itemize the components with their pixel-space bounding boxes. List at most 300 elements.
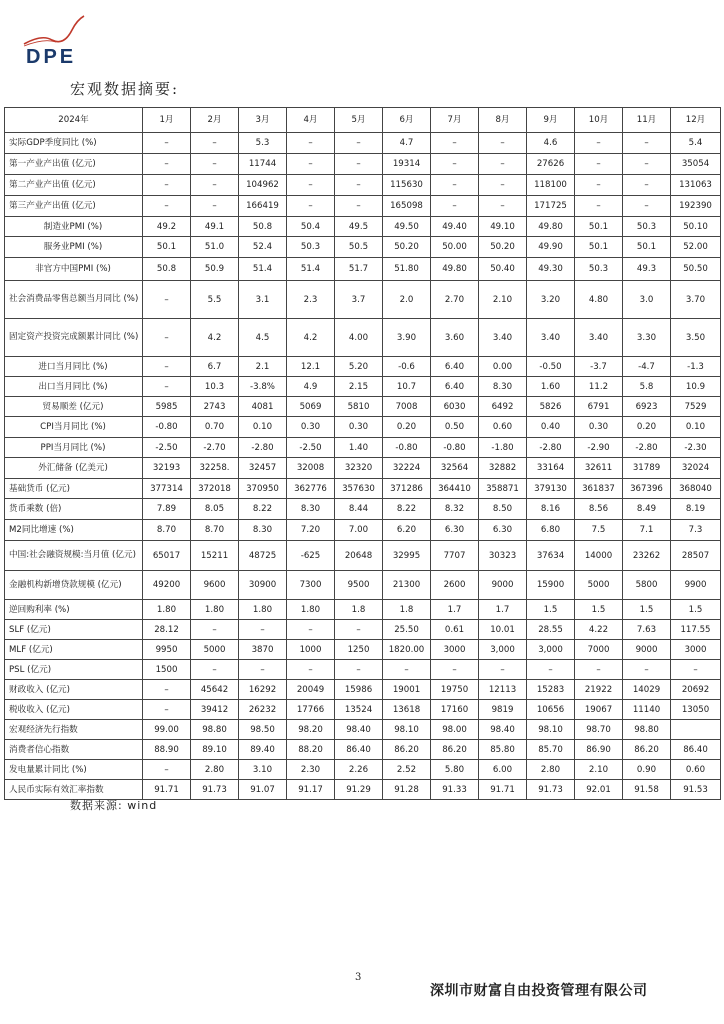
data-cell: – <box>623 175 671 196</box>
data-cell: 165098 <box>383 196 431 217</box>
data-cell: 362776 <box>287 479 335 499</box>
data-cell: 14000 <box>575 541 623 571</box>
data-cell: 49.80 <box>527 217 575 237</box>
data-cell: 2.15 <box>335 377 383 397</box>
data-cell: 19750 <box>431 680 479 700</box>
data-cell: 19067 <box>575 700 623 720</box>
data-cell: – <box>335 154 383 175</box>
data-cell: 4081 <box>239 397 287 417</box>
data-cell: 86.20 <box>383 740 431 760</box>
data-cell: 49.30 <box>527 258 575 281</box>
row-label: 固定资产投资完成额累计同比 (%) <box>5 319 143 357</box>
data-cell: 5000 <box>191 640 239 660</box>
data-cell: 32882 <box>479 458 527 479</box>
data-cell: 2.1 <box>239 357 287 377</box>
data-cell: -4.7 <box>623 357 671 377</box>
data-cell: 357630 <box>335 479 383 499</box>
data-cell: – <box>143 281 191 319</box>
data-cell: 3,000 <box>479 640 527 660</box>
data-cell: 6.40 <box>431 377 479 397</box>
data-cell: 13050 <box>671 700 721 720</box>
data-cell: 91.53 <box>671 780 721 800</box>
data-cell: 32024 <box>671 458 721 479</box>
data-cell: 86.40 <box>335 740 383 760</box>
data-cell: 5826 <box>527 397 575 417</box>
data-cell: 50.40 <box>479 258 527 281</box>
data-cell: 1500 <box>143 660 191 680</box>
data-cell: 50.1 <box>575 237 623 258</box>
data-cell: 26232 <box>239 700 287 720</box>
data-cell: 9819 <box>479 700 527 720</box>
data-cell: 6030 <box>431 397 479 417</box>
data-cell: 367396 <box>623 479 671 499</box>
company-name: 深圳市财富自由投资管理有限公司 <box>430 983 648 999</box>
table-row <box>5 620 721 640</box>
table-row <box>5 258 721 281</box>
data-source-note: 数据来源: wind <box>70 799 158 812</box>
data-cell: – <box>623 133 671 154</box>
data-cell: 1.7 <box>479 600 527 620</box>
month-header: 12月 <box>671 108 721 133</box>
table-row <box>5 154 721 175</box>
table-row <box>5 740 721 760</box>
data-cell: 39412 <box>191 700 239 720</box>
data-cell: 51.80 <box>383 258 431 281</box>
logo-text: DPE <box>26 46 77 68</box>
data-cell: 48725 <box>239 541 287 571</box>
data-cell: – <box>575 175 623 196</box>
month-header: 9月 <box>527 108 575 133</box>
data-cell: 98.50 <box>239 720 287 740</box>
data-cell: 2743 <box>191 397 239 417</box>
data-cell: – <box>239 620 287 640</box>
data-cell: 12.1 <box>287 357 335 377</box>
data-cell: 14029 <box>623 680 671 700</box>
data-cell: 3.40 <box>575 319 623 357</box>
data-cell: -0.80 <box>143 417 191 438</box>
data-cell: 4.22 <box>575 620 623 640</box>
month-header: 1月 <box>143 108 191 133</box>
data-cell: 98.10 <box>383 720 431 740</box>
data-cell: – <box>479 133 527 154</box>
data-cell: 9500 <box>335 571 383 600</box>
data-cell: 50.1 <box>575 217 623 237</box>
data-cell: 2.80 <box>191 760 239 780</box>
data-cell: – <box>431 196 479 217</box>
row-label: 基础货币 (亿元) <box>5 479 143 499</box>
data-cell: 7300 <box>287 571 335 600</box>
data-cell: – <box>143 680 191 700</box>
data-cell: 7.3 <box>671 520 721 541</box>
data-cell: 86.20 <box>623 740 671 760</box>
data-cell: 4.5 <box>239 319 287 357</box>
data-cell: 6.20 <box>383 520 431 541</box>
data-cell: 3.60 <box>431 319 479 357</box>
data-cell: 91.07 <box>239 780 287 800</box>
table-row <box>5 680 721 700</box>
data-cell: – <box>287 133 335 154</box>
data-cell: 13524 <box>335 700 383 720</box>
data-cell: 7.63 <box>623 620 671 640</box>
data-cell: – <box>623 196 671 217</box>
data-cell: 32564 <box>431 458 479 479</box>
data-cell: 11744 <box>239 154 287 175</box>
data-cell: 3000 <box>671 640 721 660</box>
table-row <box>5 720 721 740</box>
data-cell: – <box>335 133 383 154</box>
row-label: 发电量累计同比 (%) <box>5 760 143 780</box>
data-cell: 361837 <box>575 479 623 499</box>
data-cell: 7.1 <box>623 520 671 541</box>
data-cell: – <box>143 357 191 377</box>
month-header: 5月 <box>335 108 383 133</box>
row-label: 第一产业产出值 (亿元) <box>5 154 143 175</box>
row-label: 外汇储备 (亿美元) <box>5 458 143 479</box>
data-cell: 89.10 <box>191 740 239 760</box>
data-cell: 49.2 <box>143 217 191 237</box>
data-cell: 98.10 <box>527 720 575 740</box>
data-cell: 6923 <box>623 397 671 417</box>
data-cell: 3.40 <box>479 319 527 357</box>
row-label: 出口当月同比 (%) <box>5 377 143 397</box>
data-cell: – <box>479 154 527 175</box>
data-cell: 5.3 <box>239 133 287 154</box>
data-cell: – <box>191 133 239 154</box>
data-cell: 91.71 <box>479 780 527 800</box>
data-cell: 19314 <box>383 154 431 175</box>
data-cell: 50.00 <box>431 237 479 258</box>
data-cell: 45642 <box>191 680 239 700</box>
data-cell: – <box>143 175 191 196</box>
data-cell: 1250 <box>335 640 383 660</box>
data-cell: 192390 <box>671 196 721 217</box>
data-cell: 28.55 <box>527 620 575 640</box>
data-cell: 6.00 <box>479 760 527 780</box>
month-header: 8月 <box>479 108 527 133</box>
table-row <box>5 281 721 319</box>
data-cell: 8.70 <box>191 520 239 541</box>
data-cell: 0.60 <box>479 417 527 438</box>
data-cell: 118100 <box>527 175 575 196</box>
data-cell: 27626 <box>527 154 575 175</box>
data-cell: 50.10 <box>671 217 721 237</box>
data-cell: 20692 <box>671 680 721 700</box>
data-cell: 49.1 <box>191 217 239 237</box>
data-cell: 2.30 <box>287 760 335 780</box>
data-cell: 7707 <box>431 541 479 571</box>
data-cell: 3.40 <box>527 319 575 357</box>
data-cell: – <box>287 154 335 175</box>
row-label: 社会消费品零售总额当月同比 (%) <box>5 281 143 319</box>
data-cell: – <box>431 175 479 196</box>
data-cell: 2.52 <box>383 760 431 780</box>
data-cell: 35054 <box>671 154 721 175</box>
data-cell: 171725 <box>527 196 575 217</box>
data-cell: 8.32 <box>431 499 479 520</box>
row-label: 税收收入 (亿元) <box>5 700 143 720</box>
data-cell: 7.5 <box>575 520 623 541</box>
data-cell: – <box>143 760 191 780</box>
data-cell: 50.8 <box>239 217 287 237</box>
data-cell: 4.2 <box>191 319 239 357</box>
data-cell: 4.00 <box>335 319 383 357</box>
data-cell: 8.16 <box>527 499 575 520</box>
data-cell: 99.00 <box>143 720 191 740</box>
data-cell: 8.05 <box>191 499 239 520</box>
table-row <box>5 760 721 780</box>
data-cell: 7.00 <box>335 520 383 541</box>
data-cell: 15986 <box>335 680 383 700</box>
data-cell: 1820.00 <box>383 640 431 660</box>
data-cell: 49.10 <box>479 217 527 237</box>
data-cell: 10656 <box>527 700 575 720</box>
data-cell: – <box>383 660 431 680</box>
row-label: CPI当月同比 (%) <box>5 417 143 438</box>
month-header: 2月 <box>191 108 239 133</box>
data-cell: 7529 <box>671 397 721 417</box>
data-cell: 1.80 <box>287 600 335 620</box>
data-cell: -1.80 <box>479 438 527 458</box>
logo-swoosh-icon <box>22 10 92 50</box>
data-cell: 3.1 <box>239 281 287 319</box>
data-cell: 8.22 <box>383 499 431 520</box>
data-cell: 1.5 <box>671 600 721 620</box>
data-cell: 51.0 <box>191 237 239 258</box>
data-cell: 5.8 <box>623 377 671 397</box>
data-cell: 0.30 <box>575 417 623 438</box>
data-cell: 49.50 <box>383 217 431 237</box>
data-cell: 0.10 <box>239 417 287 438</box>
data-cell: 50.8 <box>143 258 191 281</box>
data-cell: – <box>335 196 383 217</box>
data-cell: 1.60 <box>527 377 575 397</box>
data-cell: 50.4 <box>287 217 335 237</box>
data-cell: 5.80 <box>431 760 479 780</box>
data-cell: – <box>143 196 191 217</box>
table-row <box>5 479 721 499</box>
row-label: 进口当月同比 (%) <box>5 357 143 377</box>
data-cell: 1.5 <box>623 600 671 620</box>
data-cell: 91.71 <box>143 780 191 800</box>
data-cell: – <box>143 700 191 720</box>
data-cell: 49.5 <box>335 217 383 237</box>
data-cell: 32611 <box>575 458 623 479</box>
row-label: 人民币实际有效汇率指数 <box>5 780 143 800</box>
data-cell: 50.20 <box>383 237 431 258</box>
data-cell: – <box>479 660 527 680</box>
data-cell: 0.50 <box>431 417 479 438</box>
data-cell: 8.30 <box>479 377 527 397</box>
data-cell: – <box>191 154 239 175</box>
data-cell: 7.89 <box>143 499 191 520</box>
data-cell: 166419 <box>239 196 287 217</box>
data-cell: 6.30 <box>479 520 527 541</box>
data-cell: 88.90 <box>143 740 191 760</box>
data-cell: 65017 <box>143 541 191 571</box>
row-label: 第二产业产出值 (亿元) <box>5 175 143 196</box>
data-cell: 98.20 <box>287 720 335 740</box>
data-cell: 5069 <box>287 397 335 417</box>
data-cell: 4.6 <box>527 133 575 154</box>
data-cell: 10.7 <box>383 377 431 397</box>
row-label: SLF (亿元) <box>5 620 143 640</box>
data-cell: 88.20 <box>287 740 335 760</box>
table-row <box>5 133 721 154</box>
data-cell: 32320 <box>335 458 383 479</box>
data-cell: 1000 <box>287 640 335 660</box>
data-cell: – <box>335 175 383 196</box>
data-cell: – <box>623 660 671 680</box>
data-cell: 2600 <box>431 571 479 600</box>
row-label: 财政收入 (亿元) <box>5 680 143 700</box>
data-cell: 0.20 <box>623 417 671 438</box>
data-cell: -2.80 <box>527 438 575 458</box>
data-cell: 98.00 <box>431 720 479 740</box>
data-cell: 4.2 <box>287 319 335 357</box>
data-cell: 8.56 <box>575 499 623 520</box>
data-cell: 91.58 <box>623 780 671 800</box>
table-row <box>5 600 721 620</box>
data-cell: – <box>431 660 479 680</box>
data-cell: 32193 <box>143 458 191 479</box>
data-cell: 0.61 <box>431 620 479 640</box>
month-header: 6月 <box>383 108 431 133</box>
data-cell: 3000 <box>431 640 479 660</box>
data-cell: 21300 <box>383 571 431 600</box>
data-cell: 8.30 <box>287 499 335 520</box>
data-cell: 37634 <box>527 541 575 571</box>
data-cell: – <box>479 196 527 217</box>
data-cell: 98.70 <box>575 720 623 740</box>
data-cell: 50.50 <box>671 258 721 281</box>
data-cell: 31789 <box>623 458 671 479</box>
data-cell: 52.4 <box>239 237 287 258</box>
table-row <box>5 196 721 217</box>
data-cell: 8.70 <box>143 520 191 541</box>
data-cell: 0.70 <box>191 417 239 438</box>
data-cell: 16292 <box>239 680 287 700</box>
data-cell <box>671 720 721 740</box>
data-cell: 7008 <box>383 397 431 417</box>
data-cell: 11.2 <box>575 377 623 397</box>
data-cell: 32258. <box>191 458 239 479</box>
data-cell: -0.6 <box>383 357 431 377</box>
page-number: 3 <box>355 972 362 983</box>
month-header: 11月 <box>623 108 671 133</box>
data-cell: 8.49 <box>623 499 671 520</box>
data-cell: 4.9 <box>287 377 335 397</box>
data-cell: 6.30 <box>431 520 479 541</box>
data-cell: 3.7 <box>335 281 383 319</box>
table-row <box>5 377 721 397</box>
data-cell: 51.7 <box>335 258 383 281</box>
data-cell: 115630 <box>383 175 431 196</box>
data-cell: 20648 <box>335 541 383 571</box>
data-cell: 11140 <box>623 700 671 720</box>
data-cell: 49.80 <box>431 258 479 281</box>
data-cell: 91.73 <box>191 780 239 800</box>
data-cell: – <box>287 660 335 680</box>
data-cell: 30900 <box>239 571 287 600</box>
data-cell: 5810 <box>335 397 383 417</box>
data-cell: 6492 <box>479 397 527 417</box>
data-cell: – <box>431 154 479 175</box>
data-cell: -0.50 <box>527 357 575 377</box>
table-row <box>5 660 721 680</box>
data-cell: 2.70 <box>431 281 479 319</box>
row-label: 贸易顺差 (亿元) <box>5 397 143 417</box>
data-cell: 86.90 <box>575 740 623 760</box>
month-header: 4月 <box>287 108 335 133</box>
data-cell: 5000 <box>575 571 623 600</box>
data-cell: 379130 <box>527 479 575 499</box>
data-cell: – <box>287 620 335 640</box>
table-row <box>5 217 721 237</box>
data-cell: 23262 <box>623 541 671 571</box>
data-cell: 9950 <box>143 640 191 660</box>
data-cell: 1.40 <box>335 438 383 458</box>
data-cell: 1.5 <box>575 600 623 620</box>
data-cell: 5.4 <box>671 133 721 154</box>
data-cell: 2.3 <box>287 281 335 319</box>
data-cell: 8.22 <box>239 499 287 520</box>
data-cell: 9000 <box>623 640 671 660</box>
table-row <box>5 438 721 458</box>
data-cell: 4.7 <box>383 133 431 154</box>
data-cell: 92.01 <box>575 780 623 800</box>
data-cell: 30323 <box>479 541 527 571</box>
data-cell: – <box>479 175 527 196</box>
data-cell: 0.00 <box>479 357 527 377</box>
table-row <box>5 175 721 196</box>
data-cell: 19001 <box>383 680 431 700</box>
data-cell: 10.9 <box>671 377 721 397</box>
data-cell: 2.10 <box>479 281 527 319</box>
data-cell: 32995 <box>383 541 431 571</box>
data-cell: 25.50 <box>383 620 431 640</box>
data-cell: 91.33 <box>431 780 479 800</box>
data-cell: -1.3 <box>671 357 721 377</box>
data-cell: 10.3 <box>191 377 239 397</box>
data-cell: 3.30 <box>623 319 671 357</box>
data-cell: 8.19 <box>671 499 721 520</box>
data-cell: -3.8% <box>239 377 287 397</box>
data-cell: 50.3 <box>287 237 335 258</box>
data-cell: 32457 <box>239 458 287 479</box>
data-cell: -2.90 <box>575 438 623 458</box>
data-cell: 1.8 <box>335 600 383 620</box>
data-cell: – <box>575 133 623 154</box>
data-cell: 3.20 <box>527 281 575 319</box>
data-cell: 372018 <box>191 479 239 499</box>
row-label: 宏观经济先行指数 <box>5 720 143 740</box>
data-cell: 5985 <box>143 397 191 417</box>
row-label: PPI当月同比 (%) <box>5 438 143 458</box>
data-cell: 1.5 <box>527 600 575 620</box>
data-cell: 85.70 <box>527 740 575 760</box>
data-cell: 98.80 <box>191 720 239 740</box>
data-cell: – <box>575 154 623 175</box>
data-cell: 28507 <box>671 541 721 571</box>
month-header: 10月 <box>575 108 623 133</box>
data-cell: 368040 <box>671 479 721 499</box>
data-cell: 51.4 <box>239 258 287 281</box>
data-cell: 3.0 <box>623 281 671 319</box>
data-cell: 3.90 <box>383 319 431 357</box>
data-cell: 91.73 <box>527 780 575 800</box>
table-row <box>5 397 721 417</box>
table-row <box>5 237 721 258</box>
